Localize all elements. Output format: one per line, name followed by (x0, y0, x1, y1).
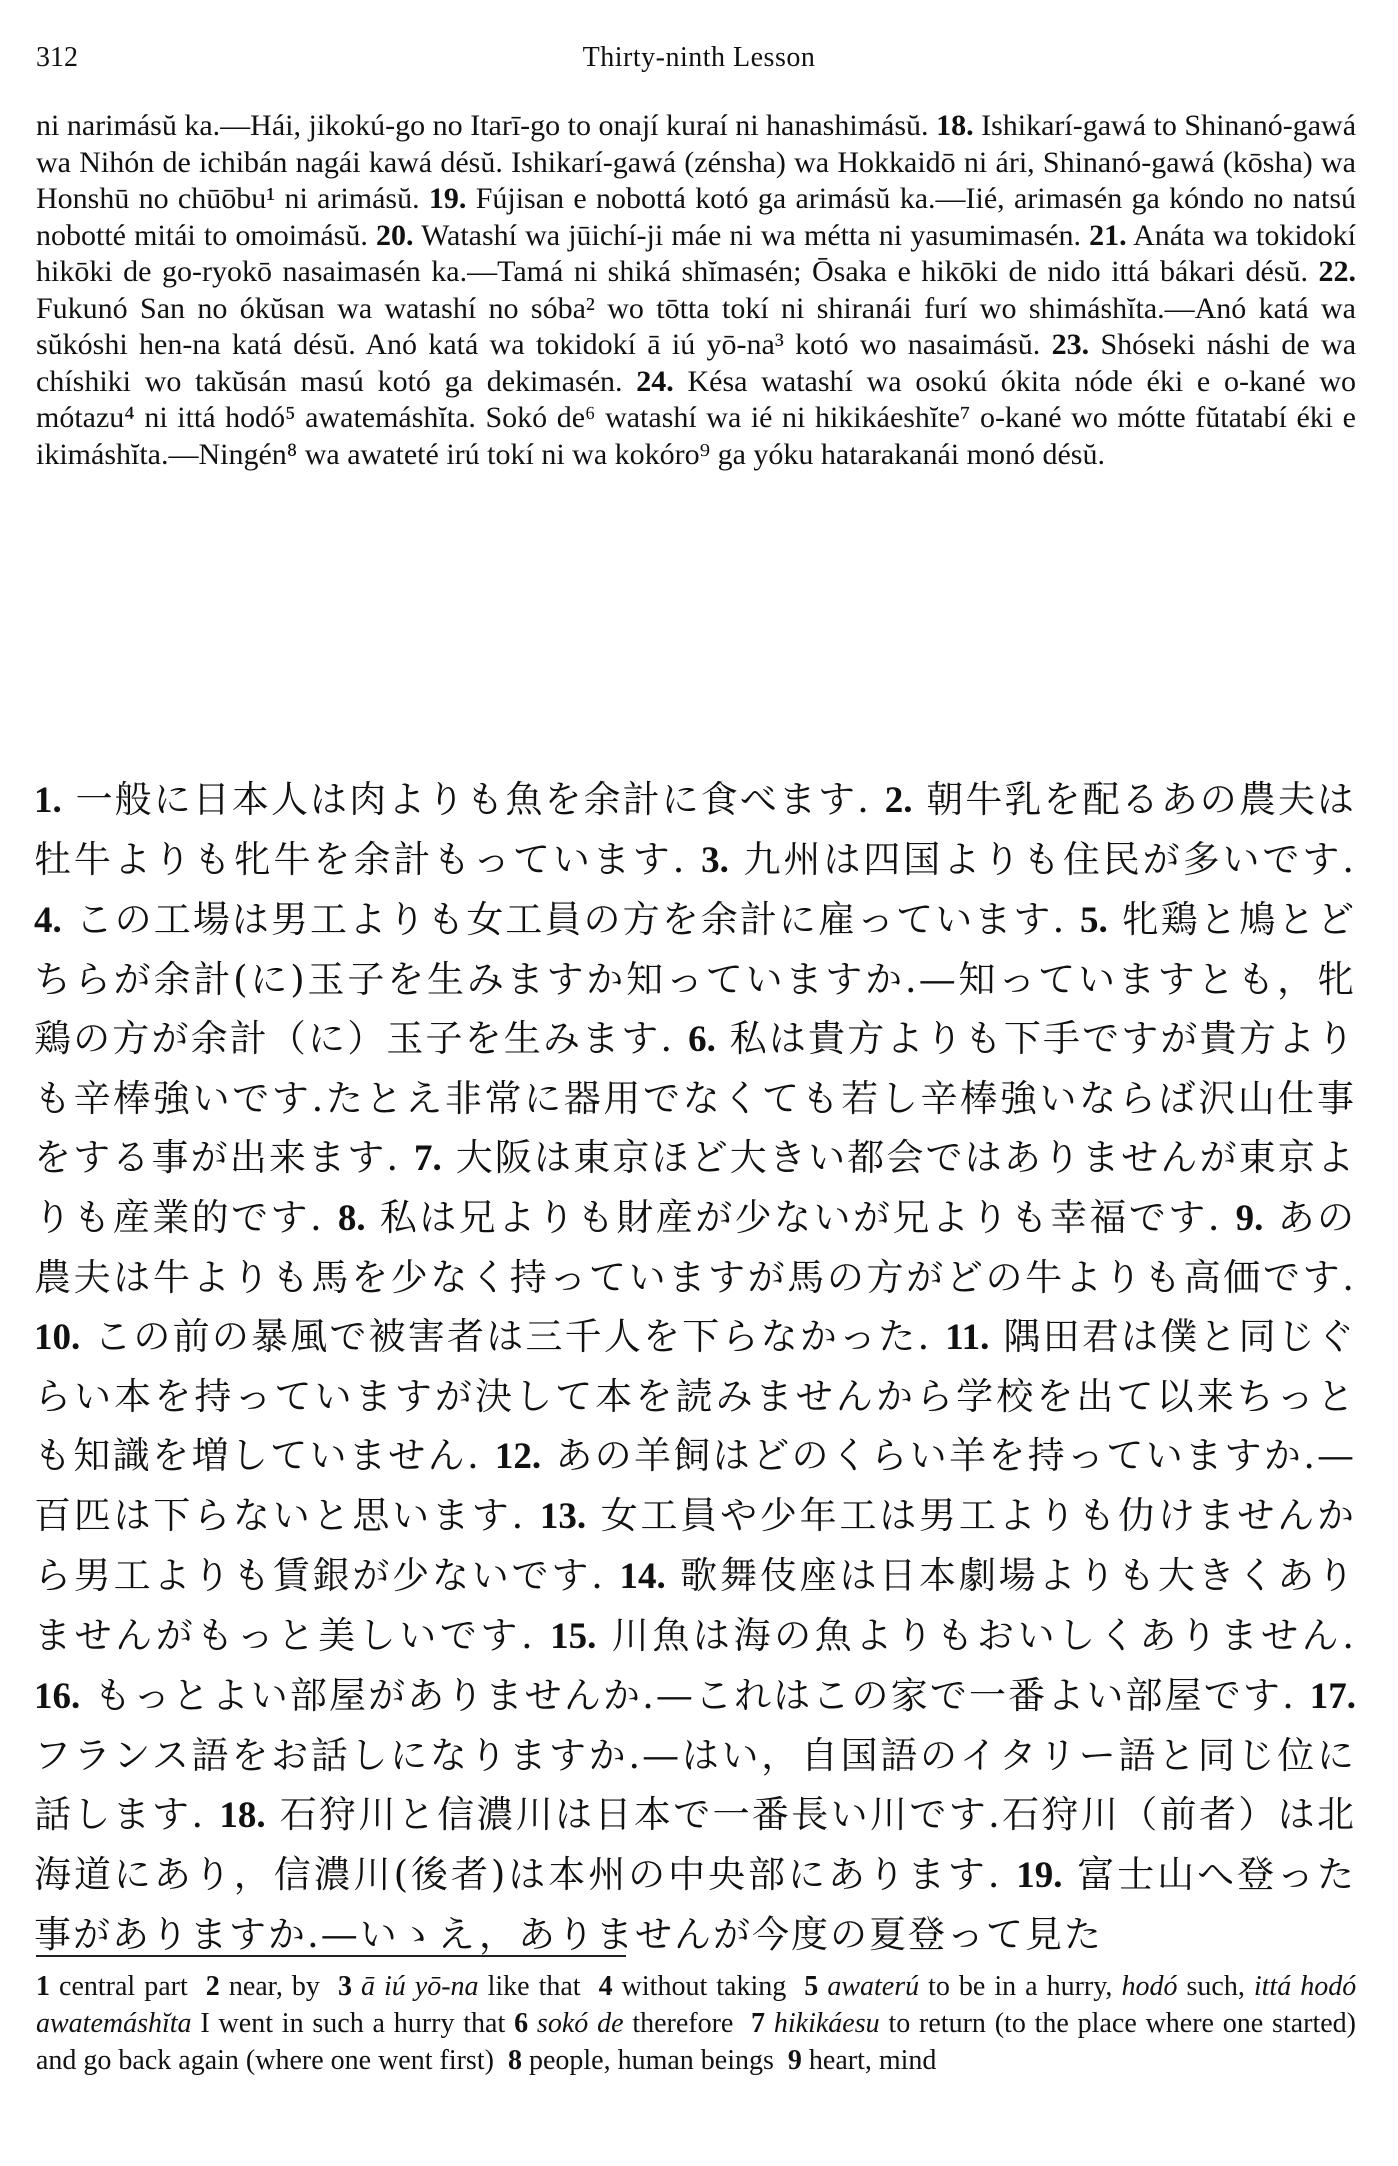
footnote: 3 ā iú yō-na like that (337, 1971, 581, 2002)
page-title: Thirty-ninth Lesson (582, 42, 816, 73)
japanese-sentence: 3. 九州は四国よりも住民が多いです. (701, 838, 1357, 881)
footnote: 1 central part (36, 1971, 188, 2002)
japanese-sentence: 16. もっとよい部屋がありませんか.—これはこの家で一番よい部屋です. (34, 1674, 1296, 1717)
footnote: hodó such, (1121, 1971, 1245, 2002)
japanese-sentence: 18. 石狩川と信濃川は日本で一番長い川です.石狩川（前者）は北海道にあり，信濃川(後者)は本州の中央部にあります. (34, 1793, 1357, 1896)
footnote: 2 near, by (205, 1971, 320, 2002)
japanese-sentence: 2. 朝牛乳を配るあの農夫は牡牛よりも牝牛を余計もっています. (34, 778, 1357, 881)
japanese-sentence: 11. 隅田君は僕と同じぐらい本を持っていますが決して本を読みませんから学校を出て以来ちっとも知識を増していません. (34, 1315, 1357, 1477)
page-header (36, 42, 1362, 82)
romaji-sentence: 20. Watashí wa jūichí-ji máe ni wa métta ni yasumimasén. (376, 218, 1082, 252)
japanese-sentence: 15. 川魚は海の魚よりもおいしくありません. (550, 1614, 1357, 1657)
romaji-sentence: 21. Anáta wa tokidokí hikōki de go-ryokō nasaimasén ka.—Tamá ni shiká shĭmasén; Ōsaka e hikōki de nido ittá bákari désŭ. (36, 218, 1357, 288)
japanese-sentence: 12. あの羊飼はどのくらい羊を持っていますか.—百匹は下らないと思います. (34, 1434, 1357, 1537)
japanese-sentence: 6. 私は貴方よりも下手ですが貴方よりも辛棒強いです.たとえ非常に器用でなくても若し辛棒強いならば沢山仕事をする事が出来ます. (34, 1017, 1357, 1179)
japanese-exercises (34, 770, 1356, 1964)
japanese-sentence: 8. 私は兄よりも財産が少ないが兄よりも幸福です. (337, 1196, 1222, 1239)
romaji-sentence: 22. Fukunó San no ókŭsan wa watashí no sóba² wo tōtta tokí ni shiranái furí wo shimáshĭta.—Anó katá wa sŭkóshi hen-na katá désŭ. Anó katá wa tokidokí ā iú yō-na³ kotó wo nasaimásŭ. (36, 255, 1356, 361)
footnotes (36, 1968, 1356, 2079)
footnote: ittá hodó awatemáshĭta I went in such a hurry that (36, 1971, 1357, 2039)
footnote: 6 sokó de therefore (514, 2008, 734, 2039)
romaji-sentence: ni narimásŭ ka.—Hái, jikokú-go no Itarī-go to onají kuraí ni hanashimásŭ. (36, 109, 929, 142)
page-number: 312 (36, 42, 78, 73)
japanese-sentence: 9. あの農夫は牛よりも馬を少なく持っていますが馬の方がどの牛よりも高価です. (34, 1196, 1356, 1299)
japanese-sentence: 17. フランス語をお話しになりますか.—はい，自国語のイタリー語と同じ位に話します. (34, 1676, 1356, 1836)
japanese-sentence: 13. 女工員や少年工は男工よりも仂けませんから男工よりも賃銀が少ないです. (34, 1494, 1357, 1597)
japanese-sentence: 5. 牝鶏と鳩とどちらが余計(に)玉子を生みますか知っていますか.—知っていますとも，牝鶏の方が余計（に）玉子を生みます. (34, 898, 1357, 1060)
japanese-sentence: 1. 一般に日本人は肉よりも魚を余計に食べます. (34, 778, 871, 821)
japanese-sentence: 4. この工場は男工よりも女工員の方を余計に雇っています. (34, 898, 1067, 941)
japanese-sentence: 7. 大阪は東京ほど大きい都会ではありませんが東京よりも産業的です. (34, 1136, 1357, 1239)
romaji-sentence: 24. Késa watashí wa osokú ókita nóde éki e o-kané wo mótazu⁴ ni ittá hodó⁵ awatemáshĭta. Sokó de⁶ watashí wa ié ni hikikáeshĭte⁷ o-kané wo mótte fŭtatabí éki e ikimáshĭta.—Ningén⁸ wa awateté irú tokí ni wa kokóro⁹ ga yóku hatarakanái monó désŭ. (36, 364, 1357, 471)
romaji-exercises (36, 108, 1356, 473)
footnote: 7 hikikáesu to return (to the place where one started) and go back again (where one went first) (36, 2008, 1357, 2076)
footnote: 8 people, human beings (507, 2045, 774, 2076)
footnote: 4 without taking (598, 1971, 787, 2002)
japanese-sentence: 10. この前の暴風で被害者は三千人を下らなかった. (34, 1315, 932, 1358)
footnote: 5 awaterú to be in a hurry, (804, 1971, 1113, 2002)
romaji-sentence: 18. Ishikarí-gawá to Shinanó-gawá wa Nihón de ichibán nagái kawá désŭ. Ishikarí-gawá (zénsha) wa Hokkaidō ni ári, Shinanó-gawá (kōsha) wa Honshū no chūōbu¹ ni arimásŭ. (36, 109, 1357, 215)
footnote: 9 heart, mind (787, 2045, 937, 2076)
japanese-sentence: 14. 歌舞伎座は日本劇場よりも大きくありませんがもっと美しいです. (34, 1554, 1357, 1657)
romaji-sentence: 23. Shóseki náshi de wa chíshiki wo takŭsán masú kotó ga dekimasén. (36, 328, 1357, 398)
footnote-divider (36, 1955, 626, 1957)
romaji-sentence: 19. Fújisan e nobottá kotó ga arimásŭ ka.—Iié, arimasén ga kóndo no natsú nobotté mitái to omoimásŭ. (36, 182, 1357, 252)
japanese-sentence: 19. 富士山へ登った事がありますか.—いゝえ，ありませんが今度の夏登って見た (34, 1853, 1356, 1956)
